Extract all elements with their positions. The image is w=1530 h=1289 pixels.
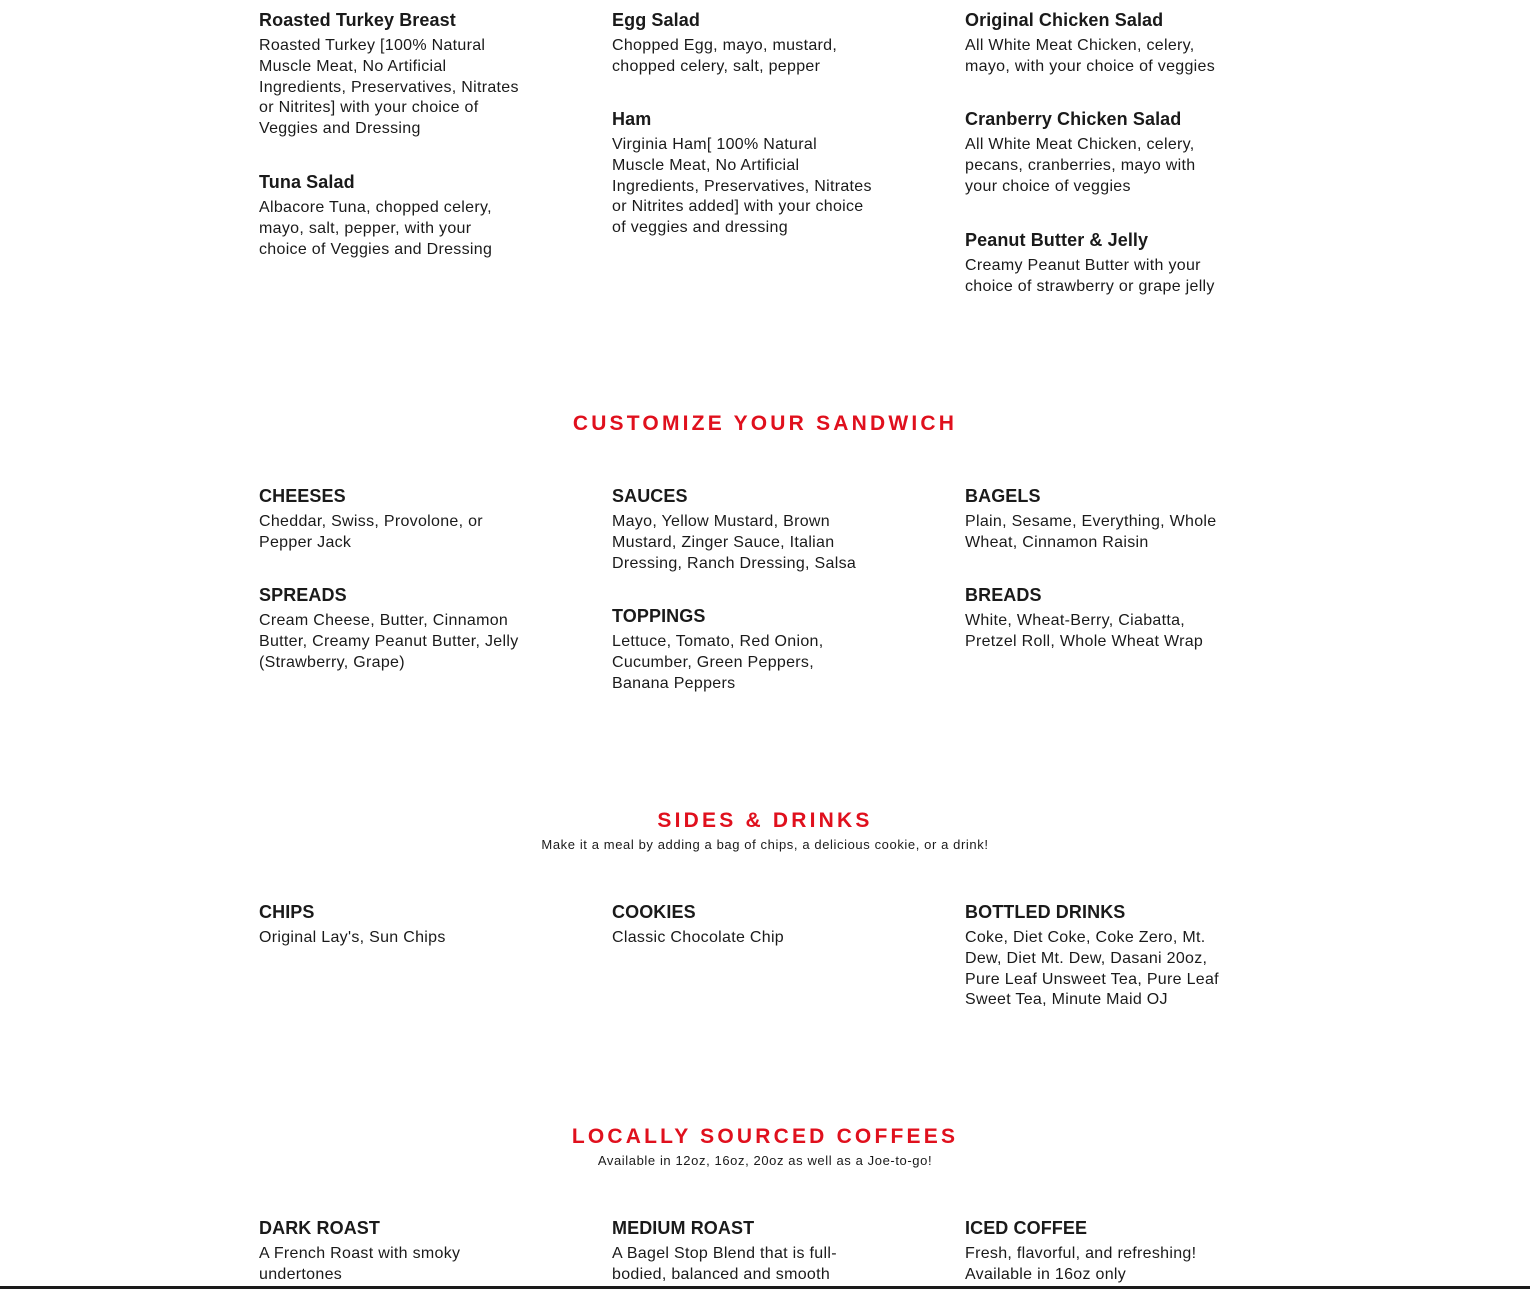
customize-item-title: BREADS: [965, 585, 1042, 605]
sides-item-description: Coke, Diet Coke, Coke Zero, Mt. Dew, Diet Mt. Dew, Dasani 20oz, Pure Leaf Unsweet Tea, Pure Leaf Sweet Tea, Minute Maid OJ: [965, 929, 1219, 1009]
sides-item-chips: [259, 901, 521, 949]
customize-item-breads: [965, 584, 1235, 653]
menu-item-ham: [612, 108, 874, 239]
menu-item-title: Original Chicken Salad: [965, 10, 1164, 30]
coffee-item-dark-roast: [259, 1217, 521, 1286]
sides-item-bottled-drinks: [965, 901, 1235, 1011]
customize-item-description: Plain, Sesame, Everything, Whole Wheat, Cinnamon Raisin: [965, 513, 1217, 551]
coffees-heading: LOCALLY SOURCED COFFEES: [571, 1125, 959, 1148]
menu-item-egg-salad: [612, 9, 874, 78]
sides-item-title: COOKIES: [612, 902, 696, 922]
customize-item-description: Lettuce, Tomato, Red Onion, Cucumber, Green Peppers, Banana Peppers: [612, 633, 824, 692]
sides-heading: SIDES & DRINKS: [657, 809, 873, 832]
sides-item-description: Classic Chocolate Chip: [612, 929, 785, 946]
menu-item-tuna-salad: [259, 171, 521, 260]
menu-item-description: Chopped Egg, mayo, mustard, chopped celery, salt, pepper: [612, 37, 838, 75]
customize-item-description: White, Wheat-Berry, Ciabatta, Pretzel Roll, Whole Wheat Wrap: [965, 612, 1204, 650]
menu-item-pbj: [965, 229, 1235, 298]
menu-item-roasted-turkey: [259, 9, 521, 140]
customize-item-title: SPREADS: [259, 585, 347, 605]
coffee-item-description: A Bagel Stop Blend that is full-bodied, balanced and smooth: [612, 1245, 837, 1283]
customize-item-description: Mayo, Yellow Mustard, Brown Mustard, Zinger Sauce, Italian Dressing, Ranch Dressing, Salsa: [612, 513, 857, 572]
menu-item-description: Roasted Turkey [100% Natural Muscle Meat, No Artificial Ingredients, Preservatives, Nitrates or Nitrites] with your choice of Veggies and Dressing: [259, 37, 519, 137]
menu-item-description: All White Meat Chicken, celery, pecans, cranberries, mayo with your choice of veggies: [965, 136, 1196, 195]
coffee-item-description: A French Roast with smoky undertones: [259, 1245, 461, 1283]
customize-item-description: Cheddar, Swiss, Provolone, or Pepper Jack: [259, 513, 483, 551]
menu-item-title: Egg Salad: [612, 10, 700, 30]
sides-item-title: CHIPS: [259, 902, 315, 922]
customize-item-description: Cream Cheese, Butter, Cinnamon Butter, Creamy Peanut Butter, Jelly (Strawberry, Grape): [259, 612, 519, 671]
menu-item-title: Tuna Salad: [259, 172, 355, 192]
menu-item-title: Peanut Butter & Jelly: [965, 230, 1149, 250]
menu-item-original-chicken-salad: [965, 9, 1235, 78]
coffee-item-iced-coffee: [965, 1217, 1235, 1286]
customize-item-title: SAUCES: [612, 486, 688, 506]
customize-heading: CUSTOMIZE YOUR SANDWICH: [572, 412, 958, 435]
sides-item-title: BOTTLED DRINKS: [965, 902, 1126, 922]
menu-item-description: Albacore Tuna, chopped celery, mayo, salt, pepper, with your choice of Veggies and Dressing: [259, 199, 493, 258]
customize-item-bagels: [965, 485, 1235, 554]
coffee-item-description: Fresh, flavorful, and refreshing! Available in 16oz only: [965, 1245, 1197, 1283]
customize-item-sauces: [612, 485, 874, 574]
customize-item-spreads: [259, 584, 521, 673]
coffee-item-title: MEDIUM ROAST: [612, 1218, 755, 1238]
sides-item-cookies: [612, 901, 874, 949]
menu-item-description: All White Meat Chicken, celery, mayo, with your choice of veggies: [965, 37, 1216, 75]
coffee-item-title: DARK ROAST: [259, 1218, 380, 1238]
customize-item-title: CHEESES: [259, 486, 346, 506]
coffee-item-title: ICED COFFEE: [965, 1218, 1088, 1238]
menu-item-cranberry-chicken-salad: [965, 108, 1227, 197]
menu-item-title: Ham: [612, 109, 652, 129]
customize-item-toppings: [612, 605, 874, 694]
menu-item-title: Cranberry Chicken Salad: [965, 109, 1182, 129]
sides-item-description: Original Lay's, Sun Chips: [259, 929, 446, 946]
customize-item-title: TOPPINGS: [612, 606, 706, 626]
customize-item-title: BAGELS: [965, 486, 1041, 506]
coffee-item-medium-roast: [612, 1217, 874, 1286]
menu-item-title: Roasted Turkey Breast: [259, 10, 456, 30]
customize-item-cheeses: [259, 485, 521, 554]
coffees-subheading: Available in 12oz, 16oz, 20oz as well as a Joe-to-go!: [597, 1153, 933, 1168]
sides-subheading: Make it a meal by adding a bag of chips, a delicious cookie, or a drink!: [541, 837, 989, 852]
menu-item-description: Creamy Peanut Butter with your choice of strawberry or grape jelly: [965, 257, 1215, 295]
menu-item-description: Virginia Ham[ 100% Natural Muscle Meat, No Artificial Ingredients, Preservatives, Nitrates or Nitrites added] with your choice of veggies and dressing: [612, 136, 872, 236]
